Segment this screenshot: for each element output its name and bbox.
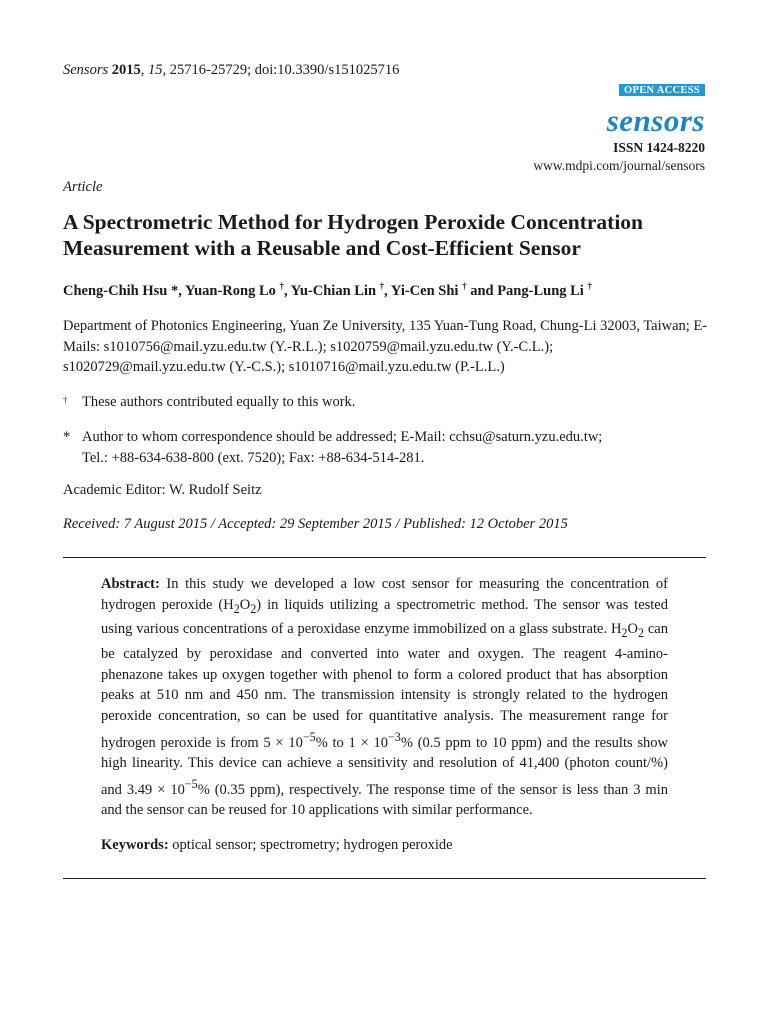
note-text-line1: Author to whom correspondence should be addressed; E-Mail: cchsu@saturn.yzu.edu.tw; <box>82 429 603 445</box>
keywords-text: optical sensor; spectrometry; hydrogen peroxide <box>168 837 453 853</box>
divider-top <box>63 557 706 558</box>
keywords-label: Keywords: <box>101 837 169 853</box>
note-symbol: † <box>63 395 68 405</box>
article-type: Article <box>63 179 103 195</box>
subscript: 2 <box>637 626 644 641</box>
author-list: Cheng-Chih Hsu *, Yuan-Rong Lo †, Yu-Chian Lin †, Yi-Cen Shi † and Pang-Lung Li † <box>63 281 592 299</box>
superscript: −3 <box>388 729 401 744</box>
author-name: Pang-Lung Li <box>497 282 584 299</box>
citation-line: Sensors 2015, 15, 25716-25729; doi:10.3390/s151025716 <box>63 62 400 78</box>
abstract-text: can be catalyzed by peroxidase and converted into water and oxygen. The reagent 4-amino-phenazone takes up oxygen together with phenol to form a colored product that has absorption peaks at 510 nm and 450 nm. The transmission intensity is strongly related to the hydrogen peroxide concentration, so can be used for quantitative analysis. The measurement range for hydrogen peroxide is from 5 × 10 <box>101 621 668 751</box>
author-footnote-mark: † <box>279 281 285 291</box>
abstract-label: Abstract: <box>101 576 160 592</box>
citation-pages-doi: , 25716-25729; doi:10.3390/s151025716 <box>162 62 400 78</box>
abstract-text: % to 1 × 10 <box>315 734 388 751</box>
citation-journal: Sensors <box>63 62 109 78</box>
abstract-text: ) in liquids utilizing a spectrometric method. The sensor was tested using various concentrations of a peroxidase enzyme immobilized on a glass substrate. H <box>101 596 668 638</box>
superscript: −5 <box>184 776 198 791</box>
equal-contribution-note <box>63 392 713 413</box>
author-name: Yu-Chian Lin <box>290 282 377 299</box>
academic-editor: Academic Editor: W. Rudolf Seitz <box>63 482 262 498</box>
note-text-line2: Tel.: +88-634-638-800 (ext. 7520); Fax: +88-634-514-281. <box>82 449 425 466</box>
author-footnote-mark: † <box>587 281 592 291</box>
affiliation: Department of Photonics Engineering, Yuan Ze University, 135 Yuan-Tung Road, Chung-Li 32003, Taiwan; E-Mails: s1010756@mail.yzu.edu.tw (Y.-R.L.); s1020759@mail.yzu.edu.tw (Y.-C.L.); s1020729@mail.yzu.edu.tw (Y.-C.S.); s1010716@mail.yzu.edu.tw (P.-L.L.) <box>63 318 708 375</box>
citation-volume: 15 <box>148 62 163 78</box>
publication-dates: Received: 7 August 2015 / Accepted: 29 September 2015 / Published: 12 October 2015 <box>63 516 568 532</box>
author-footnote-mark: † <box>379 281 385 291</box>
keywords <box>101 837 453 854</box>
journal-url: www.mdpi.com/journal/sensors <box>533 158 705 173</box>
note-symbol: * <box>63 429 71 445</box>
author-footnote-mark: † <box>462 281 467 291</box>
author-name: Yi-Cen Shi <box>390 282 459 299</box>
correspondence-note <box>63 427 713 468</box>
abstract-text: O <box>627 621 638 638</box>
superscript: −5 <box>302 729 316 744</box>
paper-title: A Spectrometric Method for Hydrogen Peroxide Concentration Measurement with a Reusable and Cost-Efficient Sensor <box>63 210 644 260</box>
issn-label: ISSN 1424-8220 <box>613 140 705 155</box>
author-name: Yuan-Rong Lo <box>184 282 276 299</box>
open-access-badge: OPEN ACCESS <box>619 84 705 96</box>
divider-bottom <box>63 878 706 879</box>
citation-year: 2015 <box>111 62 141 78</box>
abstract-text: O <box>239 596 251 613</box>
subscript: 2 <box>250 601 257 616</box>
abstract-text: In this study we developed a low cost sensor for measuring the concentration of hydrogen peroxide (H <box>101 576 668 613</box>
note-text: These authors contributed equally to this work. <box>82 394 356 410</box>
subscript: 2 <box>621 626 628 641</box>
abstract <box>101 574 668 821</box>
author-name: Cheng-Chih Hsu * <box>63 282 179 299</box>
abstract-text: % (0.35 ppm), respectively. The response time of the sensor is less than 3 min and the sensor can be reused for 10 applications with similar performance. <box>101 781 668 819</box>
journal-logo: sensors <box>606 103 705 138</box>
abstract-text: % (0.5 ppm to 10 ppm) and the results show high linearity. This device can achieve a sensitivity and resolution of 41,400 (photon count/%) and 3.49 × 10 <box>101 734 668 798</box>
subscript: 2 <box>233 601 240 616</box>
authors-conjunction: and <box>470 282 494 299</box>
